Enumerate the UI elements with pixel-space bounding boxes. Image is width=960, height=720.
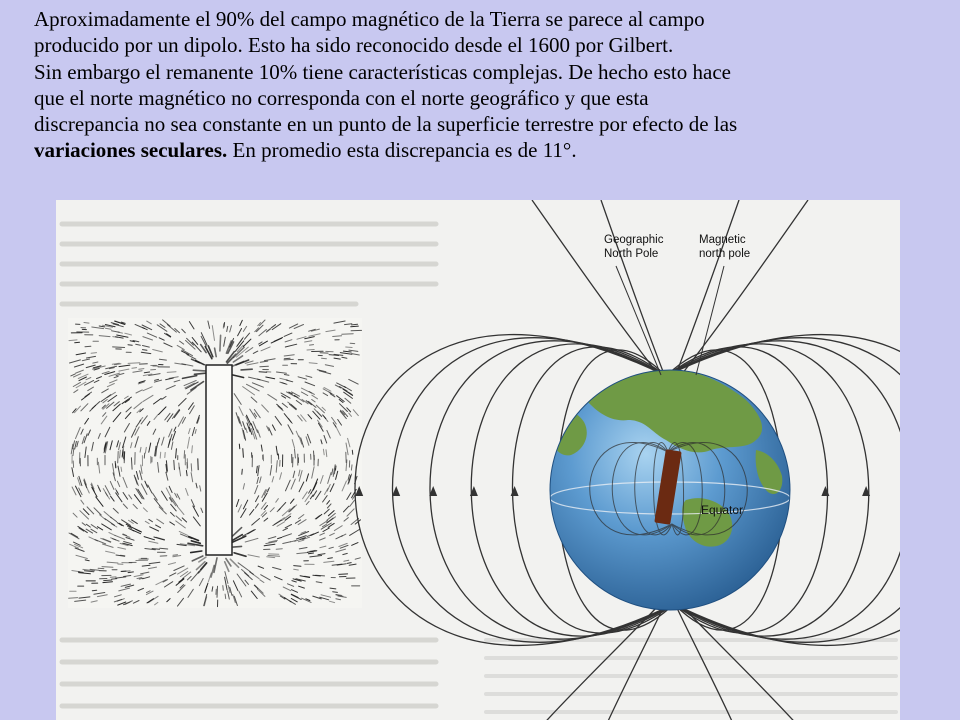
iron-filing — [115, 461, 116, 467]
magnetic-north-pole-label: Magnetic north pole — [699, 234, 751, 260]
iron-filing — [128, 572, 133, 573]
iron-filing — [91, 353, 96, 354]
iron-filing — [123, 452, 124, 459]
polar-field-line — [538, 606, 658, 720]
iron-filing — [193, 370, 205, 371]
text-line-1: Aproximadamente el 90% del campo magnético de la Tierra se parece al campo — [34, 7, 705, 31]
iron-filing — [69, 340, 77, 341]
iron-filing — [152, 549, 159, 550]
field-arrow — [821, 486, 829, 496]
polar-field-line — [676, 606, 736, 720]
iron-filing — [322, 358, 327, 359]
iron-filing — [156, 451, 157, 456]
equator-label: Equator — [701, 503, 744, 517]
iron-filing — [167, 372, 176, 373]
iron-filing — [186, 471, 187, 476]
iron-filing — [104, 580, 112, 581]
iron-filing — [351, 465, 352, 470]
iron-filing — [346, 347, 352, 348]
iron-filing — [225, 594, 226, 599]
text-line-4: que el norte magnético no corresponda con el norte geográfico y que esta — [34, 85, 649, 110]
iron-filing — [351, 326, 359, 327]
iron-filing — [268, 556, 280, 557]
iron-filing — [84, 323, 89, 324]
iron-filing — [139, 369, 144, 370]
iron-filing — [223, 586, 224, 591]
iron-filing — [118, 452, 119, 463]
iron-filing — [333, 336, 342, 337]
iron-filing — [191, 464, 192, 471]
iron-filing — [113, 337, 118, 338]
text-line-6: En promedio esta discrepancia es de 11°. — [227, 138, 577, 163]
iron-filing — [243, 449, 244, 458]
iron-filing — [173, 555, 178, 556]
iron-filing — [131, 458, 132, 470]
iron-filing — [342, 334, 353, 335]
iron-filing — [233, 546, 241, 547]
iron-filing — [333, 592, 338, 593]
iron-filing — [316, 575, 325, 576]
faded-page-text-right — [486, 640, 896, 712]
slide-paragraph — [34, 6, 946, 164]
iron-filing — [184, 451, 185, 459]
iron-filing — [239, 444, 240, 449]
iron-filing — [217, 586, 218, 597]
iron-filing — [352, 324, 358, 325]
iron-filing — [78, 572, 83, 573]
iron-filing — [143, 350, 147, 351]
iron-filing — [310, 345, 314, 346]
figure-drawing — [56, 200, 900, 720]
iron-filing — [102, 567, 113, 568]
field-arrow — [392, 486, 400, 496]
iron-filing — [352, 450, 353, 454]
text-line-3: Sin embargo el remanente 10% tiene características complejas. De hecho esto hace — [34, 59, 731, 84]
iron-filing — [113, 347, 125, 348]
earth-globe — [548, 363, 790, 610]
iron-filing — [120, 450, 121, 458]
text-line-2: producido por un dipolo. Esto ha sido reconocido desde el 1600 por Gilbert. — [34, 33, 674, 58]
iron-filing — [220, 335, 221, 351]
iron-filing — [284, 358, 290, 359]
iron-filing — [241, 369, 252, 370]
iron-filing — [242, 469, 243, 474]
iron-filing — [284, 359, 293, 360]
iron-filings-photo — [68, 318, 362, 608]
bold-term: variaciones seculares. — [34, 138, 228, 163]
iron-filing — [328, 558, 333, 559]
iron-filing — [160, 452, 161, 458]
iron-filing — [69, 598, 78, 599]
iron-filing — [132, 368, 137, 369]
magnetic-field-figure — [56, 200, 900, 720]
iron-filing — [294, 566, 301, 567]
bar-magnet — [206, 365, 232, 555]
iron-filing — [260, 366, 269, 367]
iron-filing — [128, 363, 140, 364]
geographic-north-pole-label: Geographic North Pole — [604, 234, 664, 260]
iron-filing — [339, 574, 348, 575]
iron-filing — [276, 549, 282, 550]
iron-filing — [294, 569, 299, 570]
iron-filing — [307, 350, 314, 351]
iron-filing — [120, 555, 124, 556]
iron-filing — [308, 553, 313, 554]
text-line-5: discrepancia no sea constante en un punto de la superficie terrestre por efecto de las — [34, 112, 738, 137]
iron-filing — [259, 372, 267, 373]
iron-filing — [85, 346, 91, 347]
iron-filing — [121, 467, 122, 471]
iron-filing — [112, 579, 117, 580]
iron-filing — [160, 548, 168, 549]
iron-filing — [174, 460, 175, 469]
iron-filing — [122, 571, 131, 572]
field-arrow — [511, 486, 519, 496]
iron-filing — [192, 446, 193, 453]
iron-filing — [128, 345, 132, 346]
